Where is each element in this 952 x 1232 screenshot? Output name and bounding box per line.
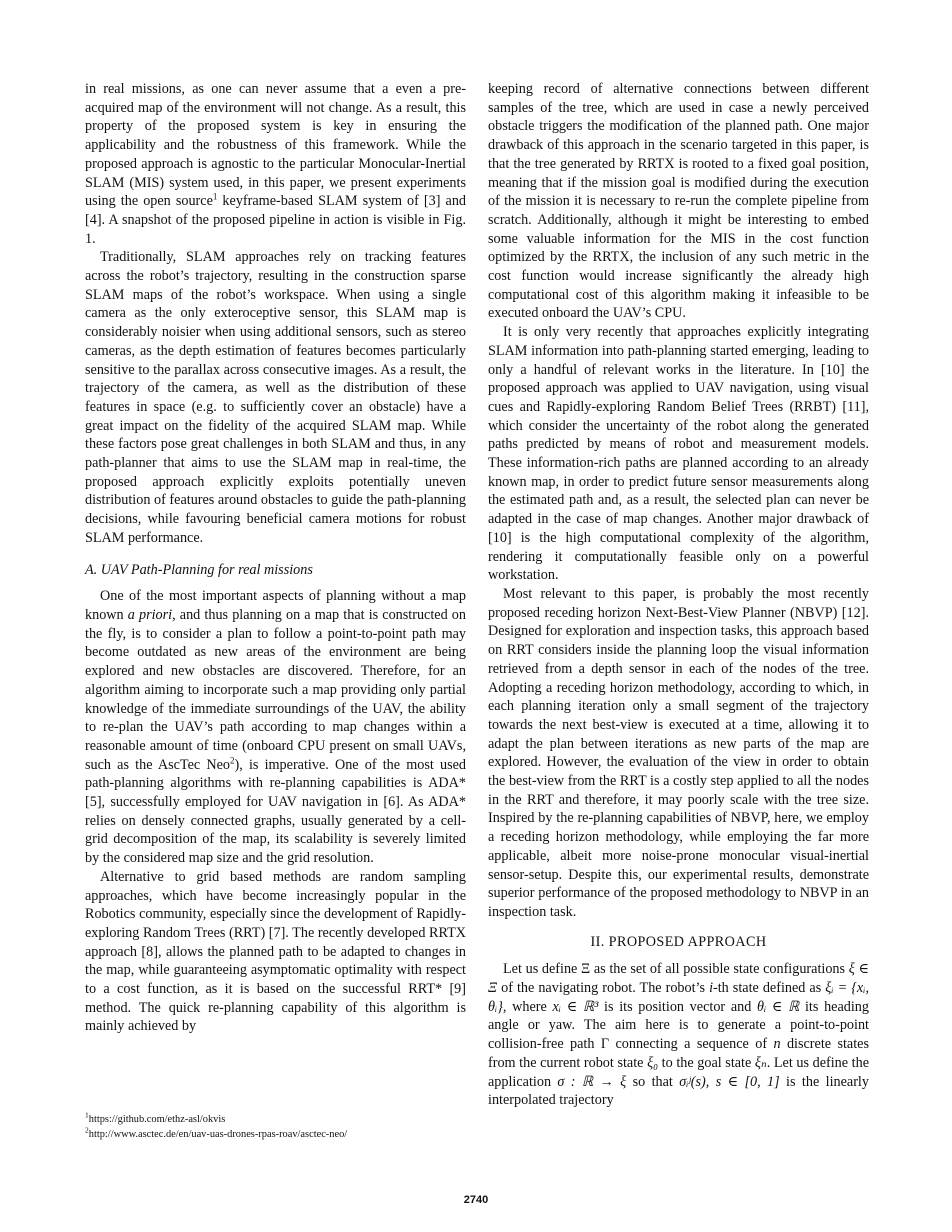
paragraph: in real missions, as one can never assume that a even a pre-acquired map of the environment will not change. As a result, this property of the proposed system is key in ensuring the applicability and the robustness of this framework. While the proposed approach is agnostic to the particular Monocular-Inertial SLAM (MIS) system used, in this paper, we present experiments using the open source$^1$ keyframe-based SLAM system of [3] and [4]. A snapshot of the proposed pipeline in action is visible in Fig. 1. (85, 81, 467, 247)
subsection-title: A. UAV Path-Planning for real missions (85, 561, 313, 578)
paragraph: It is only very recently that approaches explicitly integrating SLAM information into path-planning started emerging, leading to only a handful of relevant works in the literature. In [10] the proposed approach was applied to UAV navigation, using visual cues and Rapidly-exploring Random Belief Trees (RRBT) [11], which consider the uncertainty of the robot along the generated paths predicted by means of robot and measurement models. These information-rich paths are planned according to an already known map, in order to predict future sensor measurements along the estimated path and, as a result, the selected plan can never be adapted in the case of map changes. Another major drawback of [10] is the high computational complexity of the algorithm, rendering it computationally feasible only on a powerful workstation. (488, 324, 869, 584)
right-column (488, 80, 869, 1110)
footnote-marker: 2 (230, 754, 235, 765)
footnote-link[interactable]: https://github.com/ethz-asl/okvis (88, 1114, 226, 1125)
section-title: II. PROPOSED APPROACH (590, 933, 767, 950)
footnotes (85, 1110, 466, 1142)
page-number: 2740 (463, 1194, 489, 1206)
paragraph: One of the most important aspects of planning without a map known a priori, and thus planning on a map that is constructed on the fly, is to consider a plan to follow a point-to-point path may become outdated as new areas of the environment are being explored and new obstacles are discovered. Therefore, for an algorithm aiming to incorporate such a map providing only partial knowledge of the immediate surroundings of the UAV, the ability to re-plan the UAV’s path according to map changes within a reasonable amount of time (onboard CPU present on small UAVs, such as the AscTec Neo$^2$), is imperative. One of the most used path-planning algorithms with re-planning capabilities is ADA* [5], successfully employed for UAV navigation in [6]. As ADA* relies on densely connected graphs, usually generated by a cell-grid decomposition of the map, its scalability is severely limited by the considered map size and the grid resolution. (85, 588, 466, 867)
paragraph: Most relevant to this paper, is probably the most recently proposed receding horizon Next-Best-View Planner (NBVP) [12]. Designed for exploration and inspection tasks, this approach based on RRT considers inside the planning loop the visual information retrieved from a depth sensor in each of the nodes of the tree. Adopting a receding horizon methodology, according to which, in each planning iteration only a small segment of the trajectory towards the next best-view is executed at a time, allowing it to adapt the plan between iterations as new parts of the map are explored. However, the evaluation of the view in order to obtain the best-view from the RRT is a costly step applied to all the nodes in the RRT and therefore, it may poorly scale with the tree size. Inspired by the re-planning capabilities of NBVP, here, we employ a receding horizon methodology, while employing the far more applicable, albeit more noise-prone monocular visual-inertial sensor-setup. Despite this, our experimental results, demonstrate superior performance of the proposed methodology to NBVP in an inspection task. (488, 585, 869, 920)
left-column (85, 80, 466, 1036)
paragraph: Let us define Ξ as the set of all possible state configurations ξ ∈ Ξ of the navigating robot. The robot’s i-th state defined as ξᵢ = {xᵢ, θᵢ}, where xᵢ ∈ ℝ³ is its position vector and θᵢ ∈ ℝ its heading angle or yaw. The aim here is to generate a point-to-point collision-free path Γ connecting a sequence of n discrete states from the current robot state ξ₀ to the goal state ξₙ. Let us define the application σ : ℝ → ξ so that σᵢʲ(s), s ∈ [0, 1] is the linearly interpolated trajectory (488, 961, 870, 1109)
paragraph: Alternative to grid based methods are random sampling approaches, which have become increasingly popular in the Robotics community, especially since the development of Rapidly-exploring Random Trees (RRT) [7]. The recently developed RRTX approach [8], allows the planned path to be adapted to changes in the map, while guaranteeing asymptomatic optimality with respect to a cost function, as it is based on the successful RRT* [9] method. The quick re-planning capability of this algorithm is mainly achieved by (85, 868, 466, 1035)
paragraph: keeping record of alternative connections between different samples of the tree, which are used in case a newly perceived obstacle triggers the modification of the planned path. One major drawback of this approach in the scenario targeted in this paper, is that the tree generated by RRTX is rooted to a fixed goal position, meaning that if the mission goal is modified during the execution of the mission it is necessary to re-run the complete pipeline from scratch. Additionally, although it might be interesting to embed some valuable information for the MIS in the cost function optimized by the RRTX, the inclusion of any such metric in the cost function would increase significantly the already high computational cost of this algorithm making it infeasible to be executed onboard the UAV’s CPU. (488, 81, 869, 322)
paragraph: Traditionally, SLAM approaches rely on tracking features across the robot’s trajectory, resulting in the construction sparse SLAM maps of the robot’s workspace. When using a single camera as the only exteroceptive sensor, this SLAM map is considerably noisier when using additional sensors, such as stereo cameras, as the depth estimation of features becomes particularly sensitive to the parallax across consecutive images. As a result, the trajectory of the camera, as well as the distribution of these features in space (e.g. to sufficiently cover an obstacle) have a great impact on the fidelity of the acquired SLAM map. While these factors pose great challenges in both SLAM and thus, in any path-planner that aims to use the SLAM map in real-time, the proposed approach explicitly exploits potentially uneven distribution of features around obstacles to guide the path-planning decisions, while favouring beneficial camera motions for robust SLAM performance. (85, 249, 466, 546)
footnote-marker: 1 (212, 191, 218, 202)
footnote-link[interactable]: http://www.asctec.de/en/uav-uas-drones-rpas-roav/asctec-neo/ (88, 1128, 348, 1140)
footnote: $^2$http://www.asctec.de/en/uav-uas-drones-rpas-roav/asctec-neo/ (85, 1125, 348, 1140)
footnote: $^1$https://github.com/ethz-asl/okvis (85, 1110, 226, 1125)
